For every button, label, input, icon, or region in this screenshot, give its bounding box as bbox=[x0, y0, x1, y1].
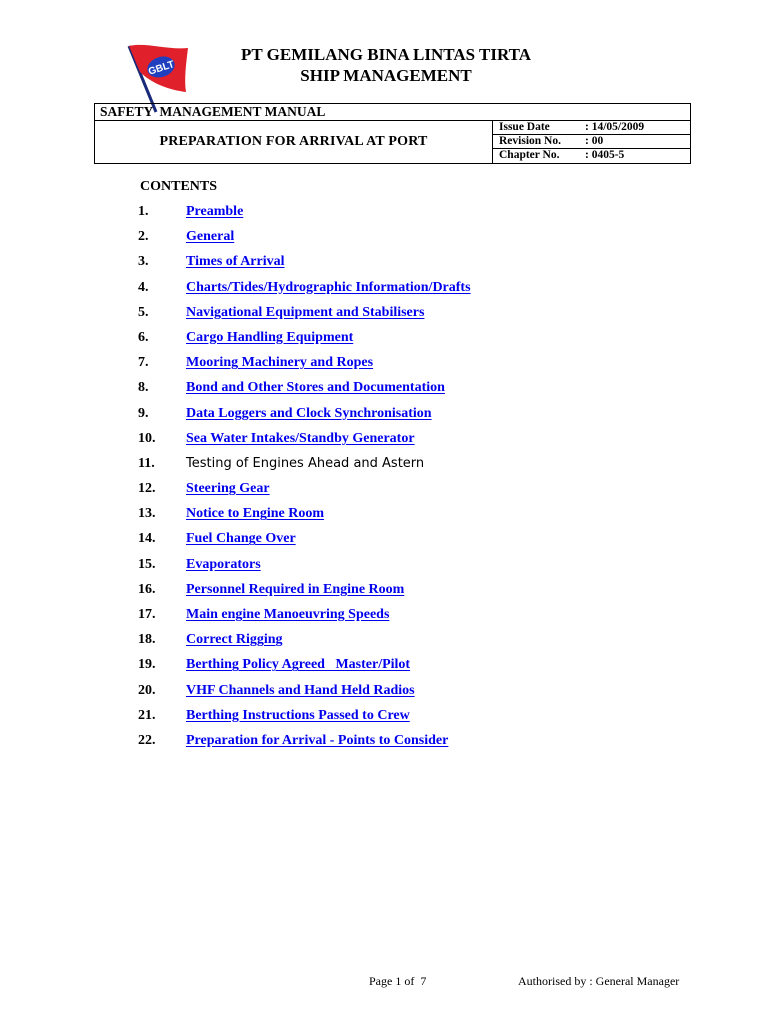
toc-item-number: 7. bbox=[138, 355, 149, 371]
toc-item-number: 4. bbox=[138, 279, 149, 295]
toc-item-link[interactable]: Bond and Other Stores and Documentation bbox=[186, 380, 445, 396]
toc-item-link[interactable]: Notice to Engine Room bbox=[186, 506, 325, 522]
toc-item-number: 15. bbox=[138, 556, 156, 572]
document-meta bbox=[493, 121, 690, 163]
toc-item-link[interactable]: Times of Arrival bbox=[186, 254, 285, 270]
document-title: PREPARATION FOR ARRIVAL AT PORT bbox=[95, 121, 493, 163]
meta-row-chapter bbox=[493, 149, 690, 163]
toc-item-number: 11. bbox=[138, 455, 155, 471]
toc-item-link[interactable]: Steering Gear bbox=[186, 481, 270, 497]
toc-item-link[interactable]: Data Loggers and Clock Synchronisation bbox=[186, 405, 432, 421]
company-name-line1: PT GEMILANG BINA LINTAS TIRTA bbox=[240, 45, 532, 64]
toc-item-link[interactable]: Preparation for Arrival - Points to Consider bbox=[186, 732, 449, 748]
toc-item-link[interactable]: Mooring Machinery and Ropes bbox=[186, 355, 374, 371]
toc-item-number: 17. bbox=[138, 607, 156, 622]
toc-item-label: Testing of Engines Ahead and Astern bbox=[186, 455, 425, 471]
toc-item-number: 16. bbox=[138, 581, 156, 597]
authorised-by: Authorised by : General Manager bbox=[518, 974, 680, 988]
toc-item-link[interactable]: General bbox=[186, 229, 235, 245]
toc-item-link[interactable]: Fuel Change Over bbox=[186, 531, 296, 547]
toc-item-link[interactable]: Main engine Manoeuvring Speeds bbox=[186, 607, 390, 622]
meta-value: : 14/05/2009 bbox=[585, 121, 645, 133]
toc-item-link[interactable]: Cargo Handling Equipment bbox=[186, 329, 354, 345]
meta-row-revision bbox=[493, 135, 690, 149]
meta-label: Chapter No. bbox=[499, 149, 560, 161]
toc-item-link[interactable]: Preamble bbox=[186, 204, 244, 219]
toc-item-link[interactable]: VHF Channels and Hand Held Radios bbox=[186, 682, 415, 698]
meta-row-issue-date bbox=[493, 121, 690, 135]
toc-item-number: 12. bbox=[138, 481, 156, 497]
toc-item-number: 13. bbox=[138, 506, 156, 522]
toc-item-number: 1. bbox=[138, 204, 149, 219]
toc-item-number: 10. bbox=[138, 430, 156, 446]
toc-item-link[interactable]: Berthing Instructions Passed to Crew bbox=[186, 707, 410, 723]
company-name-line2: SHIP MANAGEMENT bbox=[300, 66, 472, 85]
toc-item-number: 9. bbox=[138, 405, 149, 421]
meta-value: : 00 bbox=[585, 135, 604, 147]
logo-text: GBLT bbox=[147, 59, 176, 78]
meta-label: Revision No. bbox=[499, 135, 561, 147]
toc-item-link[interactable]: Navigational Equipment and Stabilisers bbox=[186, 304, 425, 320]
toc-item-link[interactable]: Correct Rigging bbox=[186, 632, 283, 648]
toc-item-number: 19. bbox=[138, 657, 156, 673]
toc-item-number: 8. bbox=[138, 380, 149, 396]
toc-item-number: 22. bbox=[138, 732, 156, 748]
meta-label: Issue Date bbox=[499, 121, 550, 133]
toc-item-number: 20. bbox=[138, 682, 156, 698]
toc-item-link[interactable]: Evaporators bbox=[186, 556, 261, 572]
toc-item-link[interactable]: Sea Water Intakes/Standby Generator bbox=[186, 430, 415, 446]
toc-item-number: 5. bbox=[138, 304, 149, 320]
contents-heading: CONTENTS bbox=[140, 179, 218, 194]
toc-item-number: 21. bbox=[138, 707, 156, 723]
meta-value: : 0405-5 bbox=[585, 149, 625, 161]
manual-name: SAFETY MANAGEMENT MANUAL bbox=[95, 104, 690, 121]
toc-item-number: 3. bbox=[138, 254, 149, 270]
toc-item-number: 18. bbox=[138, 632, 156, 648]
company-name bbox=[200, 44, 572, 86]
toc-item-link[interactable]: Berthing Policy Agreed Master/Pilot bbox=[186, 657, 411, 673]
toc-item-link[interactable]: Charts/Tides/Hydrographic Information/Drafts bbox=[186, 279, 471, 295]
toc-item-number: 2. bbox=[138, 229, 149, 245]
toc-item-number: 14. bbox=[138, 531, 156, 547]
toc-item-link[interactable]: Personnel Required in Engine Room bbox=[186, 581, 405, 597]
document-header-table bbox=[94, 103, 691, 164]
page-number: Page 1 of 7 bbox=[369, 974, 427, 988]
toc-item-number: 6. bbox=[138, 329, 149, 345]
